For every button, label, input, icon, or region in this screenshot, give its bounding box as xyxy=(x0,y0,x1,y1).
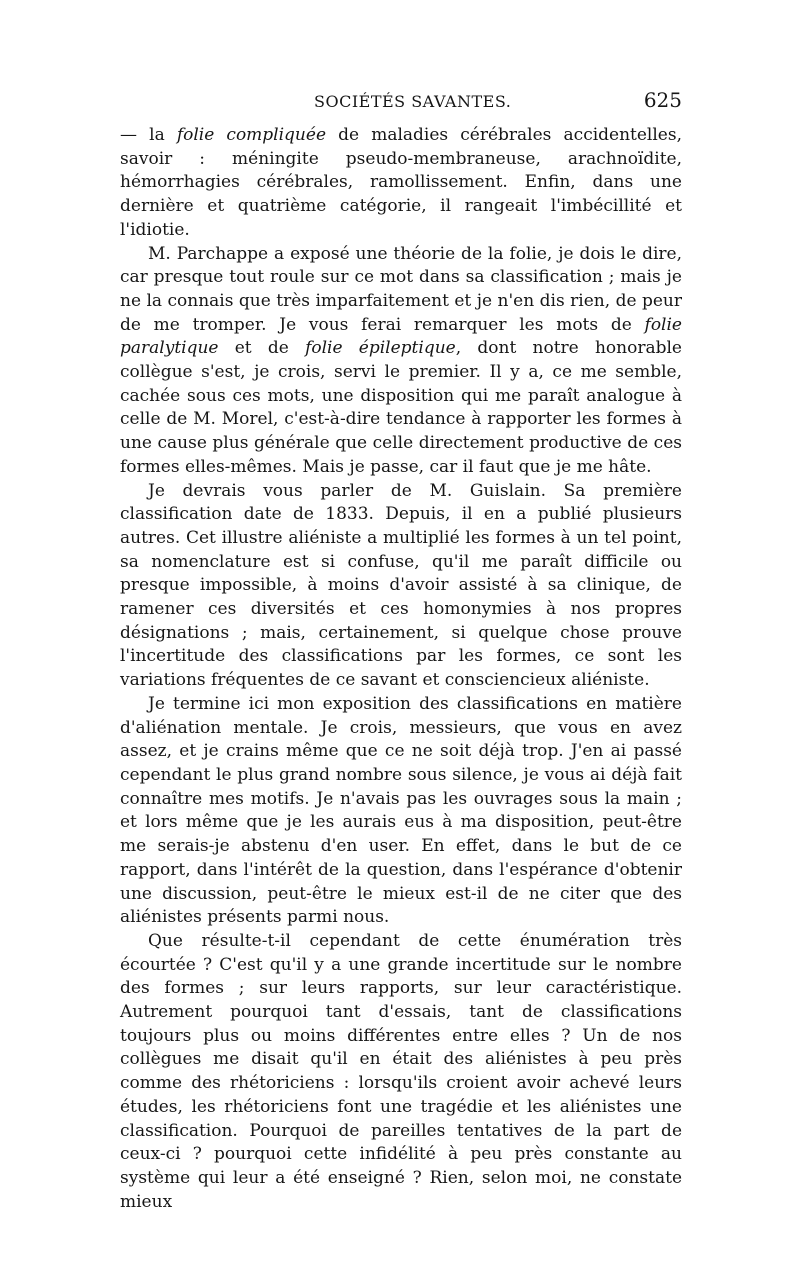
text-segment: Je termine ici mon exposition des classifications en matière d'aliénation mentale. Je crois, messieurs, que vous en avez assez, et je crains même que ce ne soit déjà trop. J'en ai passé cependant le plus grand nombre sous silence, je vous ai déjà fait connaître mes motifs. Je n'avais pas les ouvrages sous la main ; et lors même que je les aurais eus à ma disposition, peut-être me serais-je abstenu d'en user. En effet, dans le but de ce rapport, dans l'intérêt de la question, dans l'espérance d'obtenir une discussion, peut-être le mieux est-il de ne citer que des aliénistes présents parmi nous. xyxy=(120,693,682,928)
text-segment: Je devrais vous parler de M. Guislain. Sa première classification date de 1833. Depuis, il en a publié plusieurs autres. Cet illustre aliéniste a multiplié les formes à un tel point, sa nomenclature est si confuse, qu'il me paraît difficile ou presque impossible, à moins d'avoir assisté à sa clinique, de ramener ces diversités et ces homonymies à nos propres désignations ; mais, certainement, si quelque chose prouve l'incertitude des classifications par les formes, ce sont les variations fréquentes de ce savant et consciencieux aliéniste. xyxy=(120,480,682,691)
running-head xyxy=(120,88,682,116)
text-segment: — la xyxy=(120,125,177,145)
paragraph-continuation xyxy=(120,124,682,243)
running-head-title: SOCIÉTÉS SAVANTES. xyxy=(314,92,512,111)
paragraph-resulte xyxy=(120,930,682,1214)
paragraph-guislain xyxy=(120,480,682,693)
italic-term: folie compliquée xyxy=(176,125,327,145)
text-segment: et de xyxy=(218,338,306,359)
paragraph-parchappe xyxy=(120,243,682,480)
page-number: 625 xyxy=(643,88,682,112)
text-segment: , dont notre honorable collègue s'est, je crois, servi le premier. Il y a, ce me semble, cachée sous ces mots, une disposition qui me paraît analogue à celle de M. Morel, c'est-à-dire tendance à rapporter les formes à une cause plus générale que celle directement productive de ces formes elles-mêmes. Mais je passe, car il faut que je me hâte. xyxy=(120,338,682,477)
paragraph-conclusion-classifications xyxy=(120,693,682,930)
italic-term: folie épileptique xyxy=(305,338,456,359)
text-segment: M. Parchappe a exposé une théorie de la folie, je dois le dire, car presque tout roule sur ce mot dans sa classification ; mais je ne la connais que très imparfaitement et je n'en dis rien, de peur de me tromper. Je vous ferai remarquer les mots de xyxy=(120,243,682,335)
italic-term: folie paralytique xyxy=(120,314,682,359)
text-segment: Que résulte-t-il cependant de cette énumération très écourtée ? C'est qu'il y a une grande incertitude sur le nombre des formes ; sur leurs rapports, sur leur caractéristique. Autrement pourquoi tant d'essais, tant de classifications toujours plus ou moins différentes entre elles ? Un de nos collègues me disait qu'il en était des aliénistes à peu près comme des rhétoriciens : lorsqu'ils croient avoir achevé leurs études, les rhétoriciens font une tragédie et les aliénistes une classification. Pourquoi de pareilles tentatives de la part de ceux-ci ? pourquoi cette infidélité à peu près constante au système qui leur a été enseigné ? Rien, selon moi, ne constate mieux xyxy=(120,930,682,1212)
text-segment: de maladies cérébrales accidentelles, savoir : méningite pseudo-membraneuse, arachnoïdite, hémorrhagies cérébrales, ramollissement. Enfin, dans une dernière et quatrième catégorie, il rangeait l'imbécillité et l'idiotie. xyxy=(120,125,682,240)
body-text xyxy=(120,124,682,1214)
